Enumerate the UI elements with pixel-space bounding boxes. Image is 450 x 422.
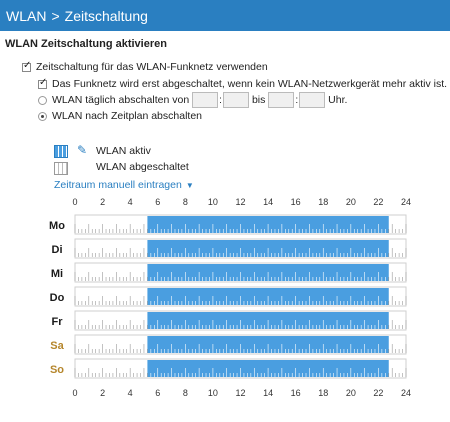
- daily-unit-label: Uhr.: [328, 94, 348, 106]
- bottom-hour-tick-label: 0: [72, 388, 78, 398]
- daily-from-minute-input[interactable]: [223, 92, 249, 108]
- daily-to-minute-input[interactable]: [299, 92, 325, 108]
- bottom-hour-tick-label: 16: [290, 388, 301, 398]
- bottom-hour-tick-label: 22: [373, 388, 384, 398]
- daily-off-radio[interactable]: [38, 96, 47, 105]
- manual-entry-label: Zeitraum manuell eintragen: [54, 179, 182, 191]
- enable-schedule-checkbox[interactable]: [22, 63, 31, 72]
- legend-off-swatch[interactable]: [54, 162, 68, 175]
- bottom-hour-tick-label: 24: [400, 388, 412, 398]
- wait-inactive-row[interactable]: [38, 78, 447, 90]
- daily-to-hour-input[interactable]: [268, 92, 294, 108]
- section-title: WLAN Zeitschaltung aktivieren: [5, 38, 167, 50]
- day-label-mi: Mi: [50, 268, 64, 280]
- top-hour-tick-label: 2: [100, 197, 106, 207]
- day-label-mo: Mo: [49, 220, 65, 232]
- wait-inactive-checkbox[interactable]: [38, 80, 47, 89]
- schedule-off-row[interactable]: [38, 110, 202, 122]
- day-label-sa: Sa: [50, 340, 64, 352]
- top-hour-tick-label: 8: [182, 197, 188, 207]
- manual-entry-link[interactable]: [54, 179, 194, 191]
- top-hour-tick-label: 10: [207, 197, 218, 207]
- page-title: Zeitschaltung: [64, 7, 148, 24]
- pencil-icon[interactable]: ✎: [77, 143, 88, 157]
- top-hour-tick-label: 20: [345, 197, 356, 207]
- top-hour-tick-label: 4: [127, 197, 133, 207]
- schedule-off-radio[interactable]: [38, 112, 47, 121]
- daily-off-label: WLAN täglich abschalten von: [52, 94, 190, 106]
- top-hour-tick-label: 18: [318, 197, 329, 207]
- bottom-hour-tick-label: 12: [235, 388, 246, 398]
- time-colon: :: [219, 94, 222, 106]
- bottom-hour-tick-label: 10: [207, 388, 218, 398]
- daily-to-label: bis: [251, 94, 266, 106]
- top-hour-tick-label: 6: [155, 197, 161, 207]
- bottom-hour-tick-label: 4: [127, 388, 133, 398]
- top-hour-tick-label: 24: [400, 197, 412, 207]
- breadcrumb-section[interactable]: WLAN: [6, 7, 47, 24]
- bottom-hour-tick-label: 8: [182, 388, 188, 398]
- legend-active-label: WLAN aktiv: [96, 145, 151, 157]
- breadcrumb-separator: >: [51, 7, 60, 24]
- wait-inactive-label: Das Funknetz wird erst abgeschaltet, wenn kein WLAN-Netzwerkgerät mehr aktiv ist.: [52, 78, 448, 90]
- day-label-do: Do: [49, 292, 65, 304]
- time-colon: :: [295, 94, 299, 106]
- bottom-hour-tick-label: 14: [263, 388, 274, 398]
- day-label-fr: Fr: [51, 316, 63, 328]
- bottom-hour-tick-label: 6: [155, 388, 161, 398]
- weekly-schedule-grid[interactable]: [0, 192, 450, 422]
- legend-active-swatch[interactable]: [54, 145, 68, 158]
- enable-schedule-row[interactable]: [22, 61, 268, 73]
- top-hour-tick-label: 16: [290, 197, 301, 207]
- top-hour-tick-label: 0: [72, 197, 78, 207]
- enable-schedule-label: Zeitschaltung für das WLAN-Funknetz verwenden: [36, 61, 268, 73]
- page-header: [0, 0, 450, 31]
- caret-down-icon: ▼: [185, 180, 194, 190]
- bottom-hour-tick-label: 2: [100, 388, 106, 398]
- bottom-hour-tick-label: 18: [318, 388, 329, 398]
- day-label-di: Di: [51, 244, 63, 256]
- top-hour-tick-label: 12: [235, 197, 246, 207]
- top-hour-tick-label: 22: [373, 197, 384, 207]
- daily-from-hour-input[interactable]: [192, 92, 218, 108]
- top-hour-tick-label: 14: [263, 197, 274, 207]
- legend-off-label: WLAN abgeschaltet: [96, 161, 189, 173]
- bottom-hour-tick-label: 20: [345, 388, 356, 398]
- day-label-so: So: [49, 364, 65, 376]
- daily-off-row[interactable]: [38, 92, 347, 108]
- schedule-off-label: WLAN nach Zeitplan abschalten: [52, 110, 202, 122]
